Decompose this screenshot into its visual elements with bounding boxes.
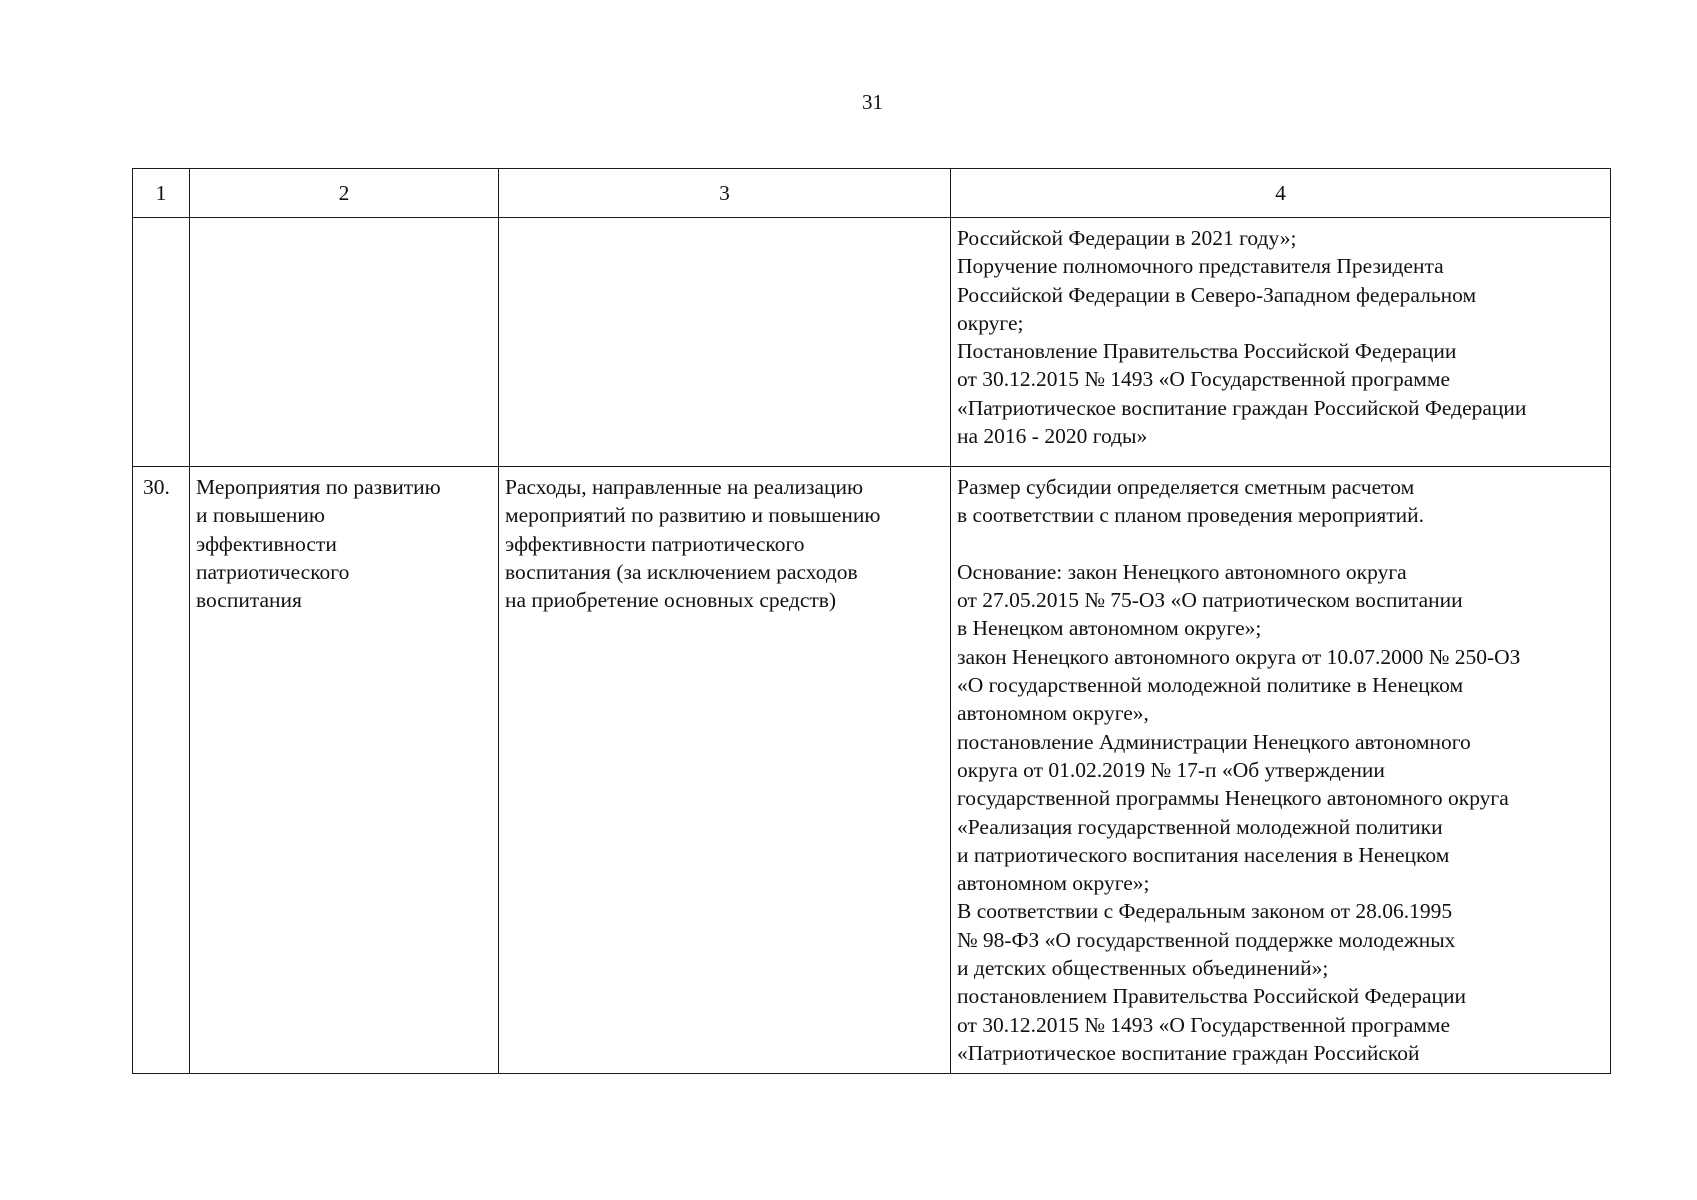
measure-name-text [190,467,498,620]
measure-name-line: патриотического [196,559,350,584]
table-row [133,467,1611,1074]
basis-text [951,467,1610,1073]
measure-name-line: эффективности [196,531,337,556]
basis-line: «Патриотическое воспитание граждан Российской [957,1040,1420,1065]
row-number-cell [133,467,190,1074]
basis-line: и патриотического воспитания населения в Ненецком [957,842,1450,867]
basis-line: округа от 01.02.2019 № 17-п «Об утверждении [957,757,1385,782]
expenses-cell [499,467,951,1074]
expenses-line: воспитания (за исключением расходов [505,559,858,584]
row-number-cell [133,218,190,467]
page-number: 31 [862,90,883,114]
expenses-line: Расходы, направленные на реализацию [505,475,864,499]
basis-line: государственной программы Ненецкого автономного округа [957,786,1509,811]
basis-line: автономном округе», [957,701,1149,726]
basis-line: Поручение полномочного представителя Президента [957,254,1444,279]
basis-line: постановление Администрации Ненецкого автономного [957,729,1471,754]
basis-line: на 2016 - 2020 годы» [957,424,1148,449]
expenses-line: эффективности патриотического [505,531,805,556]
paragraph-gap [957,530,1604,558]
basis-intro-line: в соответствии с планом проведения мероприятий. [957,503,1425,528]
measure-name-line: воспитания [196,588,302,613]
document-table [132,168,1611,1074]
basis-cell [951,467,1611,1074]
basis-line: «Реализация государственной молодежной политики [957,814,1443,839]
basis-line: от 30.12.2015 № 1493 «О Государственной программе [957,367,1451,392]
basis-intro-line: Размер субсидии определяется сметным расчетом [957,475,1415,499]
basis-line: от 27.05.2015 № 75-ОЗ «О патриотическом воспитании [957,588,1463,613]
basis-line: закон Ненецкого автономного округа от 10.07.2000 № 250-ОЗ [957,644,1521,669]
basis-line: и детских общественных объединений»; [957,956,1329,981]
basis-line: от 30.12.2015 № 1493 «О Государственной программе [957,1012,1451,1037]
basis-line: Основание: закон Ненецкого автономного округа [957,559,1407,584]
expenses-text [499,467,950,620]
basis-line: в Ненецком автономном округе»; [957,616,1262,641]
basis-line: № 98-ФЗ «О государственной поддержке молодежных [957,927,1456,952]
basis-line: автономном округе»; [957,871,1150,896]
row-number: 30. [143,475,170,499]
table-header-row [133,169,1611,218]
header-cell-1: 1 [133,169,190,218]
header-cell-4: 4 [951,169,1611,218]
basis-line: округе; [957,310,1024,335]
basis-line: Постановление Правительства Российской Федерации [957,339,1457,364]
row-number [133,218,189,230]
basis-line: Российской Федерации в Северо-Западном федеральном [957,282,1477,307]
header-cell-3: 3 [499,169,951,218]
basis-line: «Патриотическое воспитание граждан Российской Федерации [957,395,1527,420]
table-row [133,218,1611,467]
expenses-line: мероприятий по развитию и повышению [505,503,881,528]
measure-name-line: и повышению [196,503,325,528]
header-cell-2: 2 [190,169,499,218]
basis-text [951,218,1610,456]
measure-name-cell [190,467,499,1074]
expenses-cell [499,218,951,467]
basis-line: постановлением Правительства Российской Федерации [957,984,1467,1009]
expenses-line: на приобретение основных средств) [505,588,837,613]
basis-line: «О государственной молодежной политике в Ненецком [957,673,1464,698]
measure-name-cell [190,218,499,467]
basis-line: В соответствии с Федеральным законом от 28.06.1995 [957,899,1453,924]
basis-cell [951,218,1611,467]
measure-name-line: Мероприятия по развитию [196,475,441,499]
basis-line: Российской Федерации в 2021 году»; [957,226,1297,250]
